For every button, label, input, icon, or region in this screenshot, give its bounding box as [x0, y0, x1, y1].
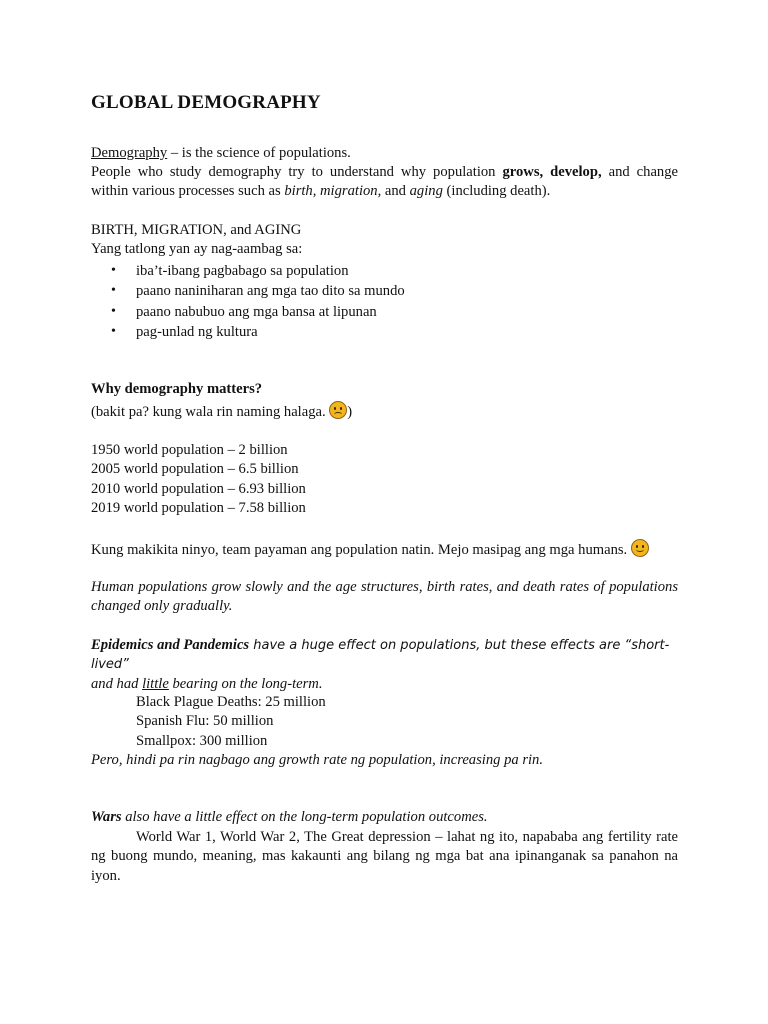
- bma-intro: Yang tatlong yan ay nag-aambag sa:: [91, 241, 303, 257]
- definition-text: – is the science of populations.: [167, 145, 351, 161]
- payaman-line: [91, 539, 678, 560]
- epidemics-mid: have a huge effect on populations, but these effects are “short-lived”: [91, 638, 670, 673]
- list-item: • paano nabubuo ang mga bansa at lipunan: [91, 302, 678, 322]
- stat-line: 2010 world population – 6.93 billion: [91, 480, 306, 497]
- bma-heading: BIRTH, MIGRATION, and AGING: [91, 222, 302, 238]
- pero-line: Pero, hindi pa rin nagbago ang growth rate ng population, increasing pa rin.: [91, 752, 543, 769]
- wars-paragraph: World War 1, World War 2, The Great depression – lahat ng ito, napababa ang fertility rate ng buong mundo, meaning, mas kakaunti ang bilang ng mga bat ana ipinanganak sa panahon na iyon.: [91, 829, 678, 884]
- epidemics-line2a: and had: [91, 675, 143, 692]
- sad-face-icon: [329, 401, 347, 419]
- wars-bold: Wars: [91, 809, 122, 825]
- epidemics-paragraph: [91, 636, 678, 694]
- stat-line: 2005 world population – 6.5 billion: [91, 461, 299, 478]
- intro-and: and: [381, 183, 410, 200]
- why-heading: Why demography matters?: [91, 381, 263, 397]
- why-note-text: (bakit pa? kung wala rin naming halaga.: [91, 404, 330, 420]
- human-pop-paragraph: Human populations grow slowly and the age structures, birth rates, and death rates of populations changed only gradually.: [91, 579, 678, 615]
- death-line: Smallpox: 300 million: [136, 732, 268, 749]
- death-line: Spanish Flu: 50 million: [136, 713, 274, 730]
- intro-bold: grows, develop,: [502, 164, 602, 180]
- intro-text-2: and change within various processes such as: [91, 164, 678, 200]
- intro-birth: birth, migration,: [284, 183, 382, 200]
- smile-face-icon: [631, 539, 649, 557]
- why-note-end: ): [347, 404, 353, 420]
- list-item: • iba’t-ibang pagbabago sa population: [91, 261, 678, 281]
- deaths-list: [91, 693, 678, 771]
- list-item: • pag-unlad ng kultura: [91, 322, 678, 342]
- intro-text-1: People who study demography try to understand why population: [91, 164, 503, 180]
- epidemics-line2b: bearing on the long-term.: [168, 675, 323, 692]
- why-note: [91, 401, 678, 422]
- bma-list: [91, 261, 678, 342]
- wars-rest: also have a little effect on the long-term population outcomes.: [121, 809, 488, 825]
- intro-text-3: (including death).: [442, 183, 551, 200]
- death-line: Black Plague Deaths: 25 million: [136, 694, 326, 710]
- stat-line: 1950 world population – 2 billion: [91, 442, 288, 458]
- intro-paragraph: [91, 163, 678, 202]
- intro-aging: aging: [409, 183, 443, 200]
- epidemics-little: little: [142, 675, 169, 692]
- list-item: • paano naniniharan ang mga tao dito sa mundo: [91, 281, 678, 301]
- definition-line: [91, 144, 678, 163]
- population-stats: [91, 441, 678, 519]
- stat-line: 2019 world population – 7.58 billion: [91, 500, 306, 517]
- payaman-text: Kung makikita ninyo, team payaman ang population natin. Mejo masipag ang mga humans.: [91, 542, 631, 558]
- wars-line: [91, 808, 678, 827]
- epidemics-bold: Epidemics and Pandemics: [91, 637, 250, 653]
- page-title: GLOBAL DEMOGRAPHY: [91, 92, 321, 113]
- definition-term: Demography: [91, 145, 168, 161]
